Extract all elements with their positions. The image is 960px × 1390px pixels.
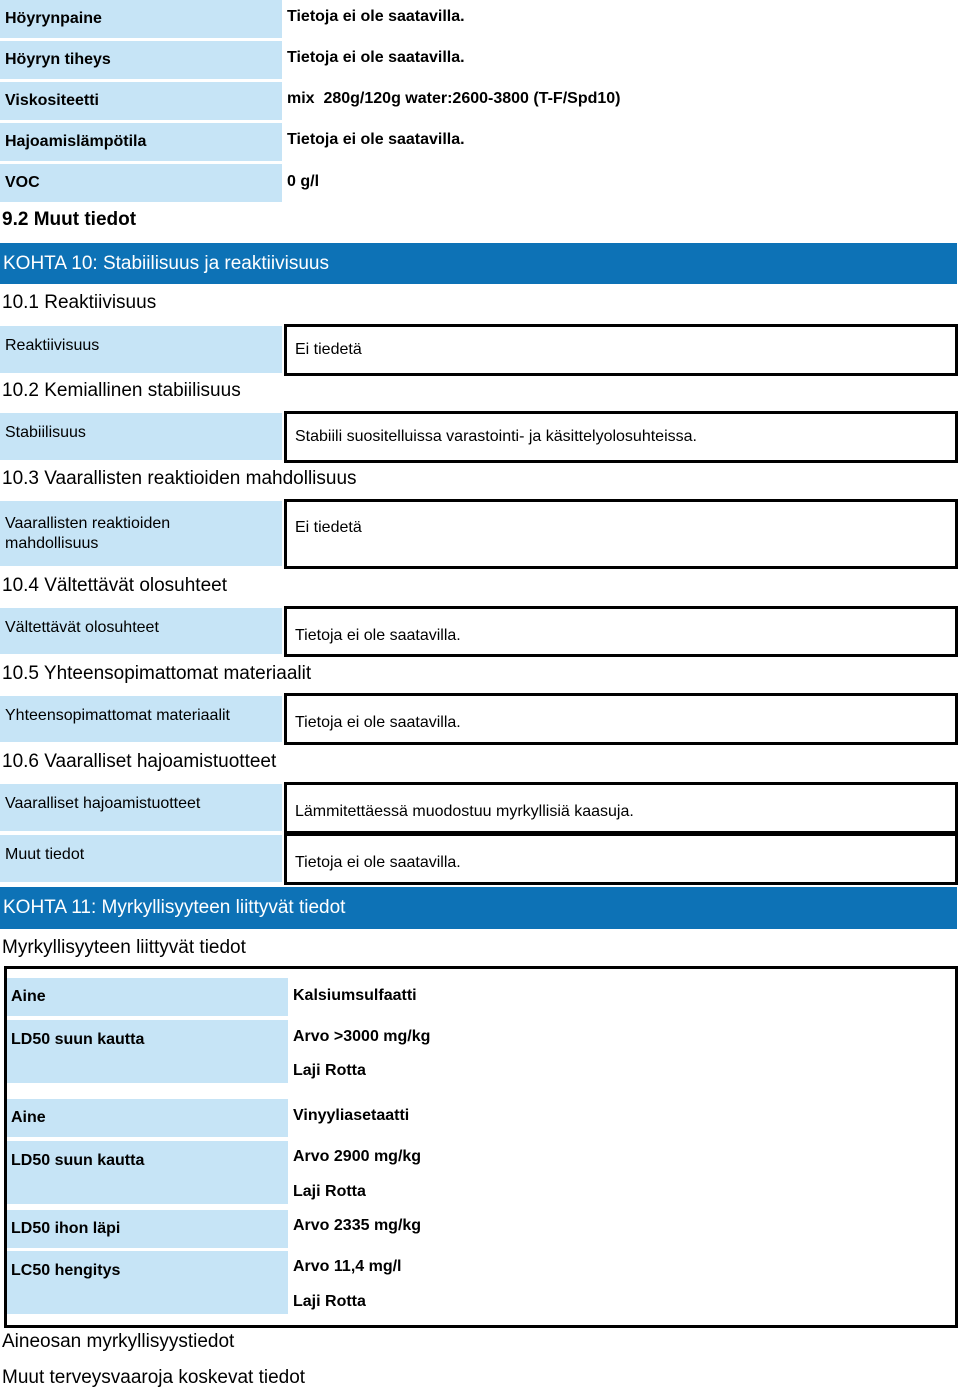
- property-value-vapour-density: Tietoja ei ole saatavilla.: [287, 49, 465, 66]
- substance-value-2: Vinyyliasetaatti: [293, 1107, 410, 1124]
- property-value-voc: 0 g/l: [287, 173, 320, 190]
- ld50-oral-label-1: LD50 suun kautta: [7, 1020, 288, 1083]
- decomposition-products-label: Vaaralliset hajoamistuotteet: [0, 784, 282, 831]
- incompatible-materials-value: Tietoja ei ole saatavilla.: [295, 714, 461, 731]
- other-info-label: Muut tiedot: [0, 835, 282, 882]
- substance-value-1: Kalsiumsulfaatti: [293, 987, 417, 1004]
- ld50-oral-value-2: Arvo 2900 mg/kg: [293, 1148, 422, 1165]
- subsection-title-10-3: 10.3 Vaarallisten reaktioiden mahdollisuus: [2, 468, 357, 489]
- subsection-title-10-6: 10.6 Vaaralliset hajoamistuotteet: [2, 751, 277, 772]
- section-11-header: KOHTA 11: Myrkyllisyyteen liittyvät tiedot: [0, 887, 957, 929]
- reactivity-value: Ei tiedetä: [295, 341, 362, 358]
- substance-label-1: Aine: [7, 978, 288, 1016]
- decomposition-products-value-box: [284, 782, 958, 834]
- subsection-title-10-4: 10.4 Vältettävät olosuhteet: [2, 575, 227, 596]
- other-info-value: Tietoja ei ole saatavilla.: [295, 854, 461, 871]
- hazardous-reactions-label: [0, 501, 282, 566]
- conditions-avoid-value: Tietoja ei ole saatavilla.: [295, 627, 461, 644]
- property-label-viscosity: Viskositeetti: [0, 82, 282, 120]
- ingredient-toxicity-title: Aineosan myrkyllisyystiedot: [2, 1331, 235, 1352]
- subsection-title-10-2: 10.2 Kemiallinen stabiilisuus: [2, 380, 241, 401]
- other-health-hazards-title: Muut terveysvaaroja koskevat tiedot: [2, 1367, 306, 1388]
- lc50-inhalation-label: LC50 hengitys: [7, 1251, 288, 1314]
- property-value-viscosity: mix 280g/120g water:2600-3800 (T-F/Spd10): [287, 90, 621, 107]
- section-11-subtitle: Myrkyllisyyteen liittyvät tiedot: [2, 937, 246, 958]
- property-value-decomposition-temp: Tietoja ei ole saatavilla.: [287, 131, 465, 148]
- incompatible-materials-label: Yhteensopimattomat materiaalit: [0, 696, 282, 742]
- property-value-vapour-pressure: Tietoja ei ole saatavilla.: [287, 8, 465, 25]
- stability-value: Stabiili suositelluissa varastointi- ja käsittelyolosuhteissa.: [295, 428, 697, 445]
- decomposition-products-value: Lämmitettäessä muodostuu myrkyllisiä kaasuja.: [295, 803, 634, 820]
- stability-value-box: [284, 411, 958, 463]
- reactivity-label: Reaktiivisuus: [0, 326, 282, 373]
- subsection-title-10-5: 10.5 Yhteensopimattomat materiaalit: [2, 663, 312, 684]
- stability-label: Stabiilisuus: [0, 413, 282, 460]
- incompatible-materials-value-box: [284, 693, 958, 745]
- reactivity-value-box: [284, 324, 958, 376]
- other-info-value-box: [284, 833, 958, 885]
- hazardous-reactions-value: Ei tiedetä: [295, 519, 362, 536]
- subsection-title-10-1: 10.1 Reaktiivisuus: [2, 292, 157, 313]
- ld50-dermal-label: LD50 ihon läpi: [7, 1210, 288, 1248]
- hazardous-reactions-label-line1: Vaarallisten reaktioiden: [5, 514, 171, 532]
- ld50-oral-label-2: LD50 suun kautta: [7, 1141, 288, 1204]
- ld50-oral-species-2: Laji Rotta: [293, 1183, 366, 1200]
- section-10-header: KOHTA 10: Stabiilisuus ja reaktiivisuus: [0, 243, 957, 284]
- conditions-avoid-value-box: [284, 606, 958, 657]
- ld50-oral-value-1: Arvo >3000 mg/kg: [293, 1028, 431, 1045]
- subsection-title-9-2: 9.2 Muut tiedot: [2, 209, 137, 230]
- property-label-vapour-pressure: Höyrynpaine: [0, 0, 282, 38]
- ld50-dermal-value: Arvo 2335 mg/kg: [293, 1217, 422, 1234]
- ld50-oral-species-1: Laji Rotta: [293, 1062, 366, 1079]
- lc50-inhalation-species: Laji Rotta: [293, 1293, 366, 1310]
- property-label-voc: VOC: [0, 164, 282, 202]
- hazardous-reactions-value-box: [284, 499, 958, 569]
- substance-label-2: Aine: [7, 1099, 288, 1137]
- property-label-decomposition-temp: Hajoamislämpötila: [0, 123, 282, 161]
- hazardous-reactions-label-line2: mahdollisuus: [5, 534, 99, 552]
- conditions-avoid-label: Vältettävät olosuhteet: [0, 608, 282, 654]
- lc50-inhalation-value: Arvo 11,4 mg/l: [293, 1258, 402, 1275]
- property-label-vapour-density: Höyryn tiheys: [0, 41, 282, 79]
